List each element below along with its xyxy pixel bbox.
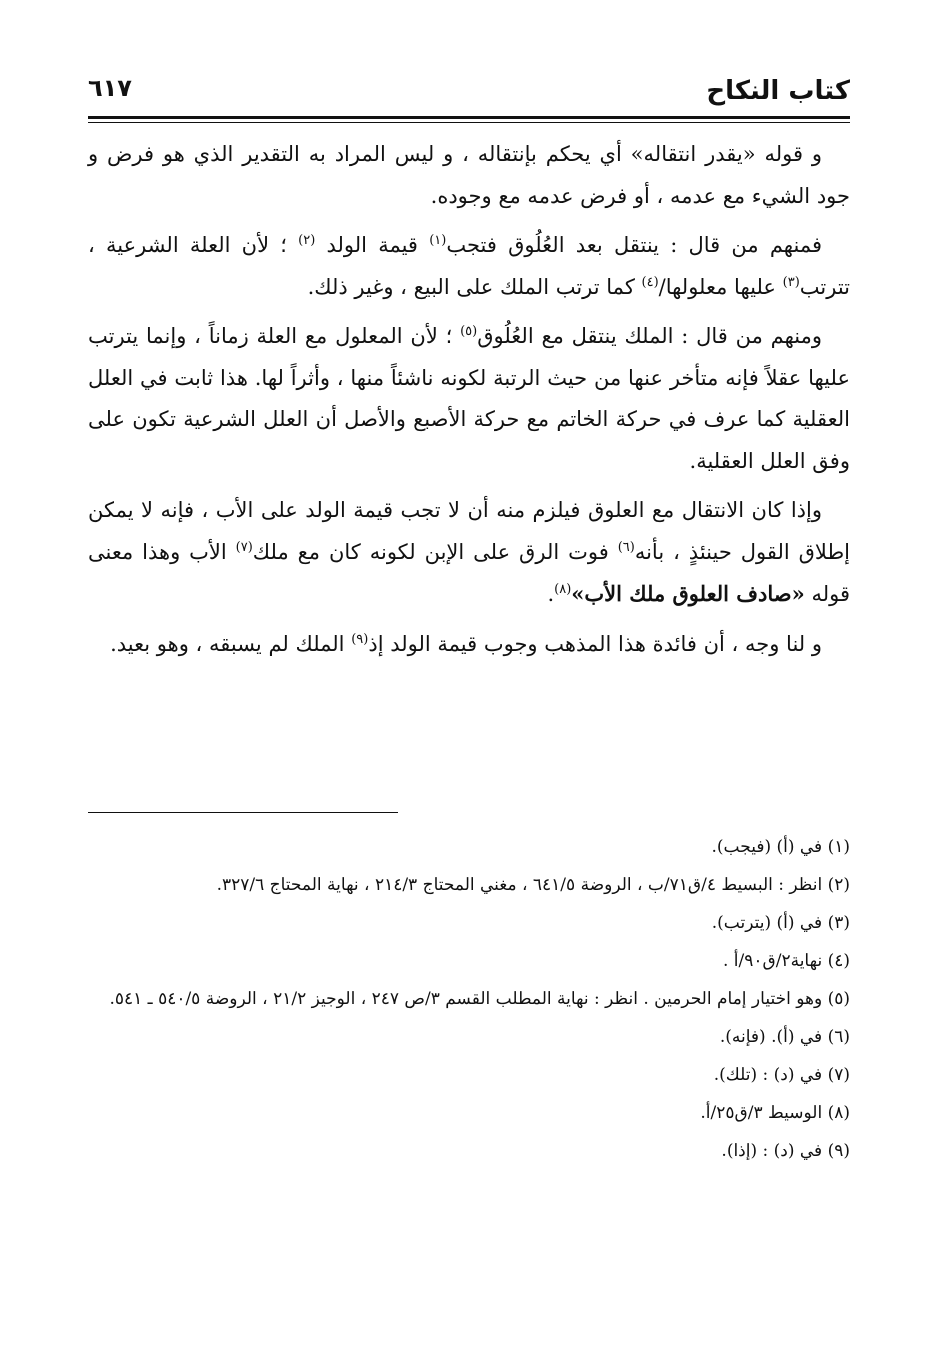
bold-quote: «صادف العلوق ملك الأب» <box>571 581 805 606</box>
footnotes <box>88 828 850 1170</box>
text-run: وإذا كان الانتقال مع العلوق فيلزم منه أن لا تجب قيمة الولد على الأب ، فإنه لا يمكن إطلاق القول حينئذٍ ، بأنه <box>88 498 850 564</box>
footnote-ref-3: (٣) <box>782 274 800 290</box>
paragraph-2 <box>88 225 850 308</box>
footnote-ref-2: (٢) <box>298 233 316 248</box>
paragraph-1: و قوله «يقدر انتقاله» أي يحكم بإنتقاله ، و ليس المراد به التقدير الذي هو فرض و جود الشيء مع عدمه ، أو فرض عدمه مع وجوده. <box>88 142 850 208</box>
footnote-ref-9: (٩) <box>351 631 369 647</box>
text-run: و لنا وجه ، أن فائدة هذا المذهب وجوب قيمة الولد إذ <box>368 631 822 656</box>
paragraph-4 <box>88 490 850 616</box>
text-run: عليها معلولها/ <box>658 274 783 299</box>
text-run: ؛ لأن العلة الشرعية ، تترتب <box>88 233 850 299</box>
text-run: فوت الرق على الإبن لكونه كان مع ملك <box>252 539 618 564</box>
footnote-8: (٨) الوسيط ٣/ق٢٥/أ. <box>700 1103 850 1123</box>
text-run: كما ترتب الملك على البيع ، وغير ذلك. <box>307 274 642 299</box>
footnote-6: (٦) في (أ). (فإنه). <box>719 1027 850 1047</box>
text-run: فمنهم من قال : ينتقل بعد العُلُوق فتجب <box>446 233 822 257</box>
footnote-7: (٧) في (د) : (تلك). <box>713 1065 850 1085</box>
footnote-ref-8: (٨) <box>554 582 572 597</box>
text-run: . <box>547 582 555 606</box>
header-rule-thin <box>88 122 850 123</box>
footnote-3: (٣) في (أ) (يترتب). <box>711 913 850 933</box>
footnote-1: (١) في (أ) (فيجب). <box>711 837 850 857</box>
footnotes-separator <box>88 812 398 813</box>
footnote-ref-7: (٧) <box>235 539 253 555</box>
paragraph-3 <box>88 316 850 482</box>
footnote-2: (٢) انظر : البسيط ٤/ق٧١/ب ، الروضة ٦٤١/٥ ، مغني المحتاج ٢١٤/٣ ، نهاية المحتاج ٣٢٧/٦. <box>216 875 850 895</box>
footnote-ref-4: (٤) <box>641 274 659 290</box>
text-run: قيمة الولد <box>315 233 430 257</box>
text-run: ؛ لأن المعلول مع العلة زماناً ، وإنما يترتب عليها عقلاً فإنه متأخر عنها من حيث الرتبة لكونه ناشئاً منها ، وأثراً لها. هذا ثابت في العلل العقلية كما عرف في حركة الخاتم مع حركة الأصبع والأصل أن العلل الشرعية تكون على وفق العلل العقلية. <box>88 324 850 473</box>
footnote-ref-5: (٥) <box>460 324 478 339</box>
footnote-9: (٩) في (د) : (إذا). <box>721 1141 850 1161</box>
footnote-4: (٤) نهاية٢/ق٩٠/أ . <box>722 951 850 971</box>
text-run: الأب وهذا معنى قوله <box>88 539 850 606</box>
text-run: الملك لم يسبقه ، وهو بعيد. <box>110 631 352 656</box>
text-run: ومنهم من قال : الملك ينتقل مع العُلُوق <box>477 324 822 348</box>
main-text <box>88 134 850 673</box>
footnote-ref-1: (١) <box>429 233 447 248</box>
header-rule-thick <box>88 116 850 119</box>
page-number: ٦١٧ <box>88 74 132 102</box>
footnote-5: (٥) وهو اختيار إمام الحرمين . انظر : نهاية المطلب القسم ٣/ص ٢٤٧ ، الوجيز ٢١/٢ ، الروضة ٥٤٠/٥ ـ ٥٤١. <box>109 989 850 1009</box>
paragraph-5 <box>88 624 850 666</box>
footnote-ref-6: (٦) <box>617 539 635 555</box>
page-header <box>88 70 850 114</box>
book-title: كتاب النكاح <box>706 76 850 106</box>
